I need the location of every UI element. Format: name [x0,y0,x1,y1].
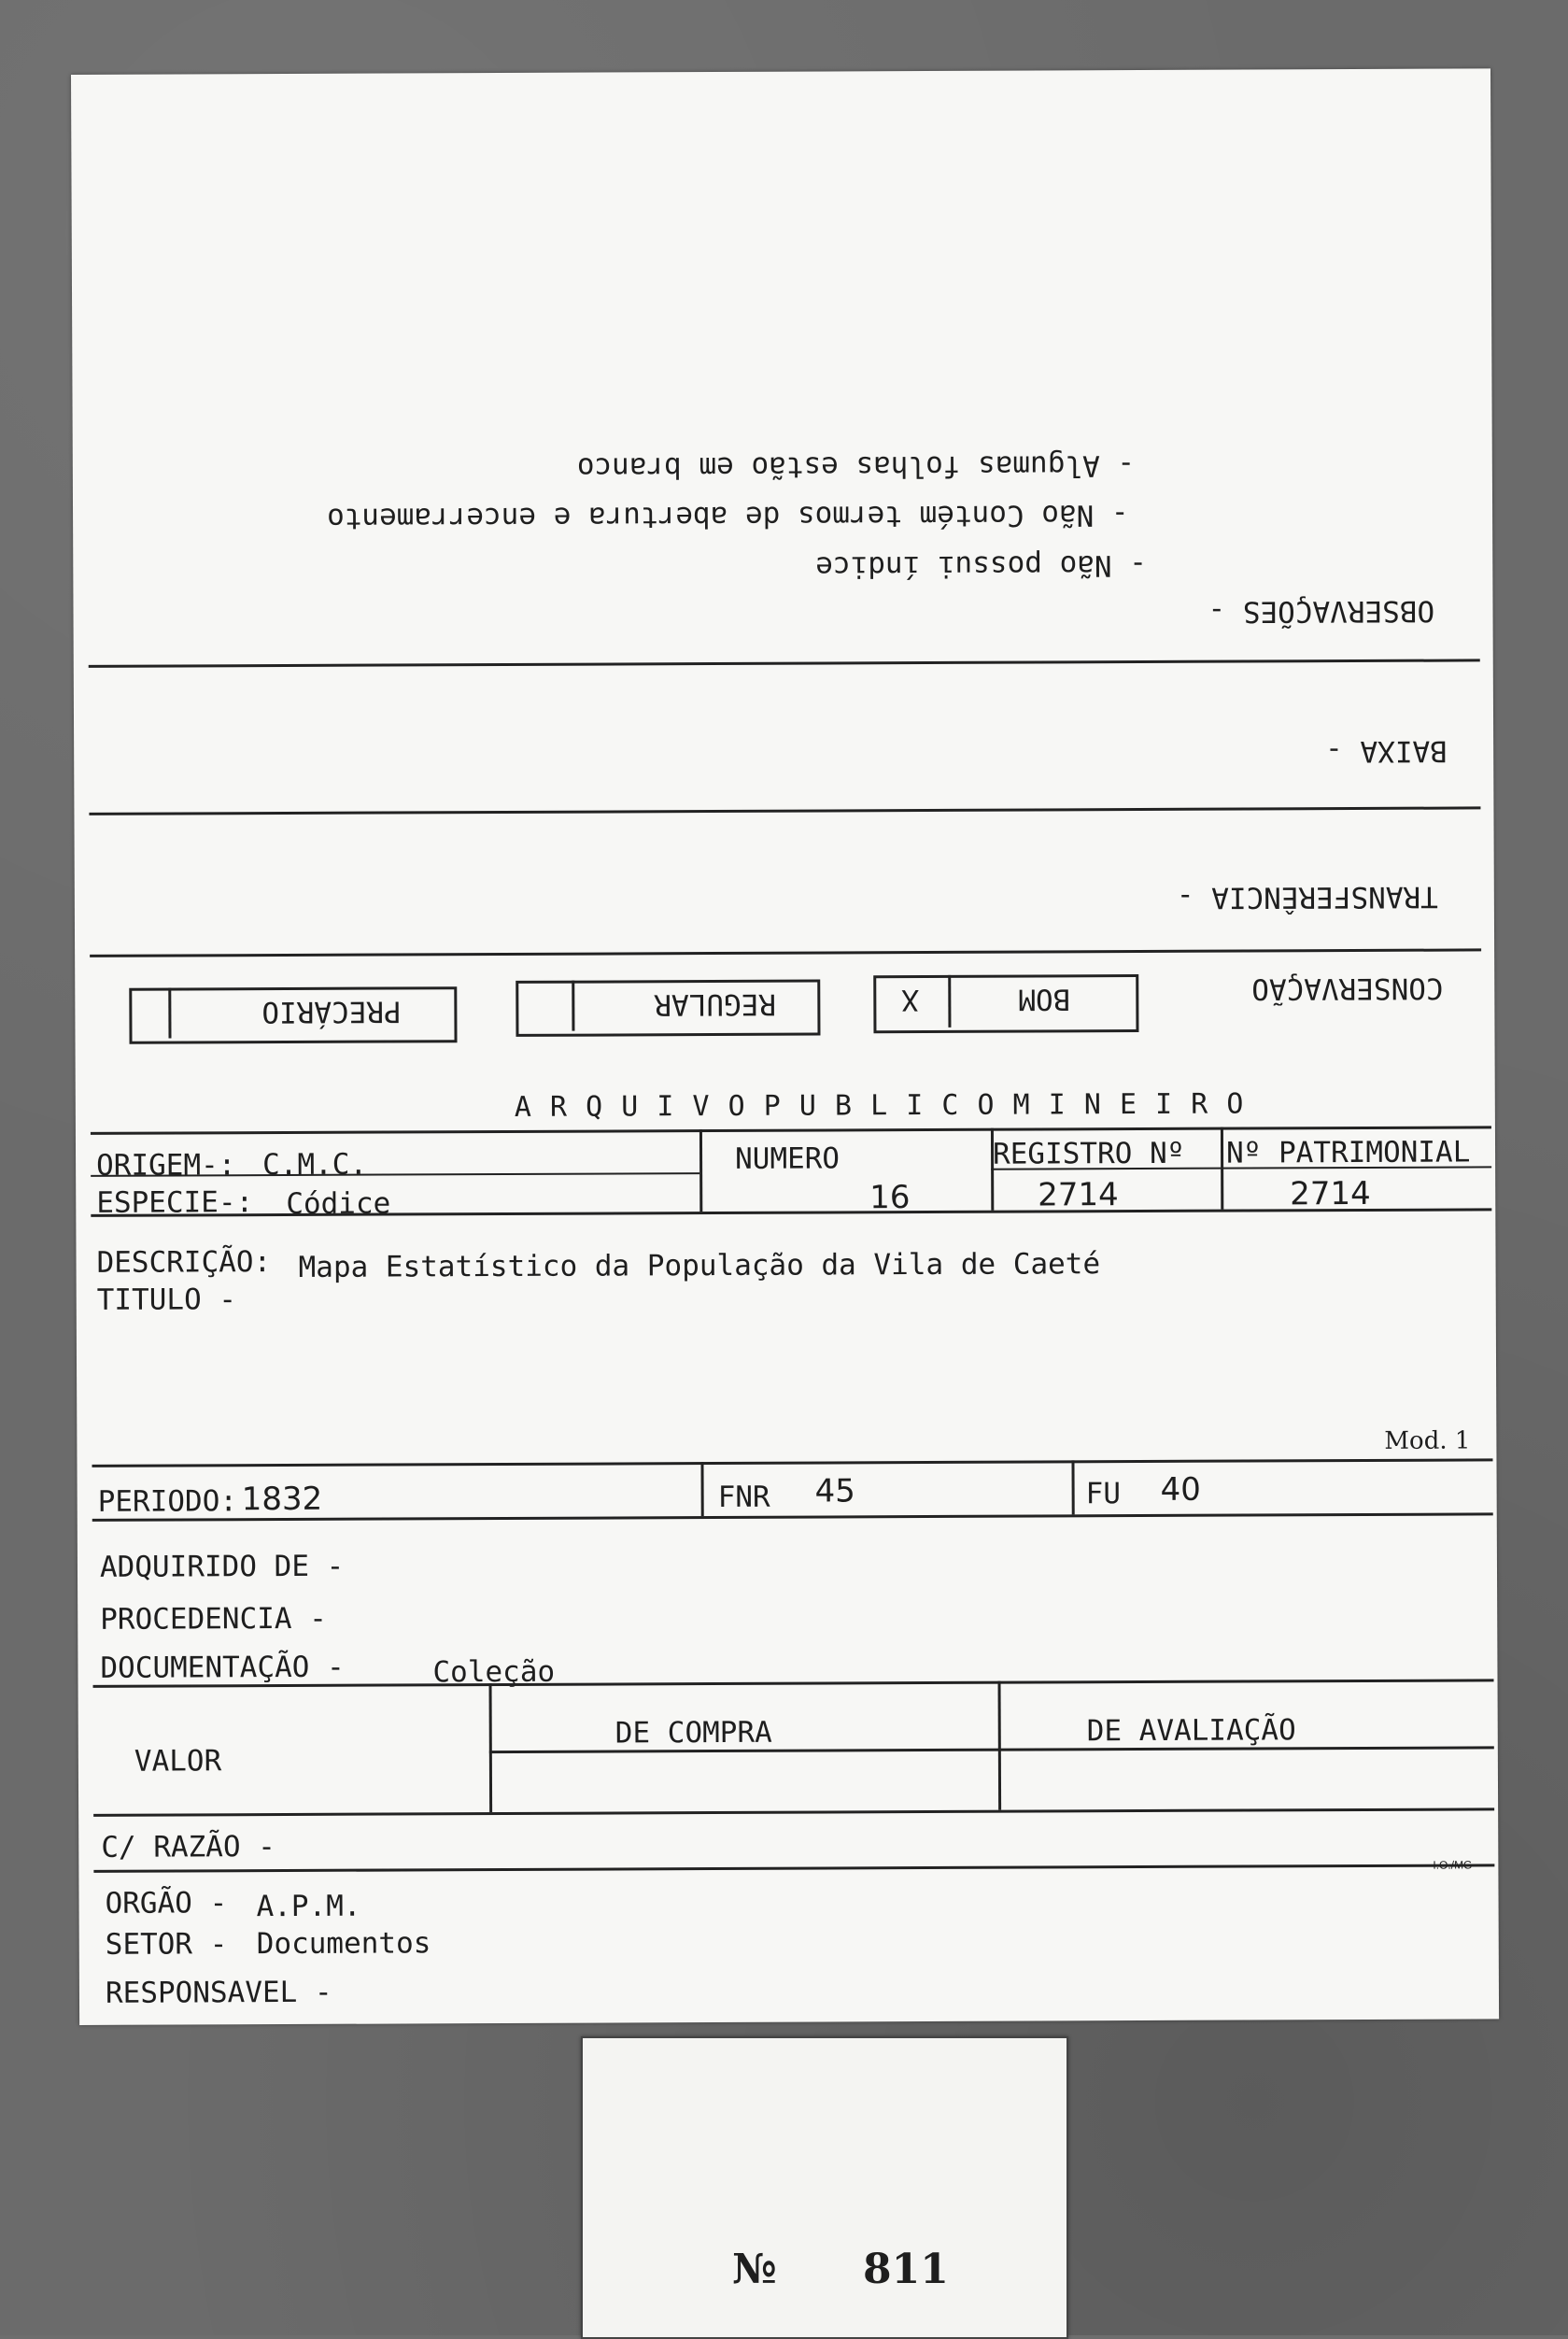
title-underline [91,1126,1491,1135]
documentacao-value: Coleção [432,1654,556,1690]
periodo-divider-1 [700,1462,703,1516]
divider-observacoes [89,659,1480,668]
transferencia-label: TRANSFERÊNCIA - [1176,879,1438,914]
tag-prefix: № [732,2246,777,2293]
orgao-label: ORGÃO - [105,1886,228,1921]
especie-value: Códice [286,1186,391,1222]
setor-label: SETOR - [105,1927,228,1962]
responsavel-label: RESPONSAVEL - [105,1975,332,2010]
valor-divider-1 [489,1683,493,1812]
conservacao-label: CONSERVAÇÃO [1251,971,1444,1006]
descricao-label: DESCRIÇÃO: [96,1245,272,1280]
fnr-label: FNR [717,1480,770,1514]
valor-avaliacao-label: DE AVALIAÇÃO [1086,1713,1296,1749]
descricao-value: Mapa Estatístico da População da Vila de Caeté [298,1247,1101,1284]
baixa-label: BAIXA - [1325,733,1448,769]
titulo-label: TITULO - [96,1283,237,1317]
modelo-label: Mod. 1 [1384,1426,1471,1455]
numero-label: NUMERO [734,1141,841,1176]
periodo-divider-2 [1071,1460,1074,1514]
archive-title: A R Q U I V O P U B L I C O M I N E I R O [514,1087,1245,1124]
divider-valor [93,1807,1494,1817]
number-tag [581,2036,1068,2339]
orgao-value: A.P.M. [256,1889,361,1924]
valor-compra-label: DE COMPRA [614,1715,772,1751]
bom-mark: X [901,983,920,1017]
origem-value: C.M.C. [262,1147,368,1183]
setor-value: Documentos [256,1926,431,1962]
tag-number: 811 [863,2246,949,2293]
documentacao-label: DOCUMENTAÇÃO - [100,1650,345,1685]
valor-divider-2 [998,1681,1002,1810]
registro-label: REGISTRO Nº [992,1136,1185,1171]
observacoes-title: OBSERVAÇÕES - [1208,593,1435,629]
regular-label: REGULAR [654,986,777,1022]
periodo-label: PERIODO: [97,1484,238,1519]
divider-baixa [89,806,1480,815]
registro-value: 2714 [1038,1176,1119,1214]
col-divider-1 [699,1129,702,1212]
numero-value: 16 [869,1179,911,1217]
procedencia-label: PROCEDENCIA - [100,1601,327,1637]
bom-box-divider [948,975,951,1028]
printer-mark: I.O./MG [1433,1858,1473,1872]
precario-box-divider [168,988,171,1039]
patrimonial-value: 2714 [1290,1174,1371,1213]
periodo-value: 1832 [241,1480,323,1519]
observacao-line-3: - Algumas folhas estão em branco [576,448,1136,485]
fu-value: 40 [1160,1470,1201,1509]
bom-label: BOM [1018,982,1071,1016]
divider-transferencia [90,948,1481,957]
valor-label: VALOR [134,1744,222,1779]
adquirido-label: ADQUIRIDO DE - [99,1549,345,1584]
origem-label: ORIGEM-: [96,1148,236,1183]
catalog-card [71,68,1499,2025]
precario-label: PRECÁRIO [261,994,402,1029]
divider-descricao [92,1458,1492,1467]
observacao-line-1: - Não possui índice [815,547,1147,584]
patrimonial-label: Nº PATRIMONIAL [1225,1135,1471,1170]
fnr-value: 45 [814,1472,855,1510]
especie-label: ESPECIE-: [96,1185,254,1220]
razao-label: C/ RAZÃO - [101,1830,275,1864]
regular-box-divider [572,981,574,1031]
fu-label: FU [1085,1477,1122,1511]
divider-razao [93,1864,1494,1873]
observacao-line-2: - Não Contém termos de abertura e encerramento [326,498,1129,535]
